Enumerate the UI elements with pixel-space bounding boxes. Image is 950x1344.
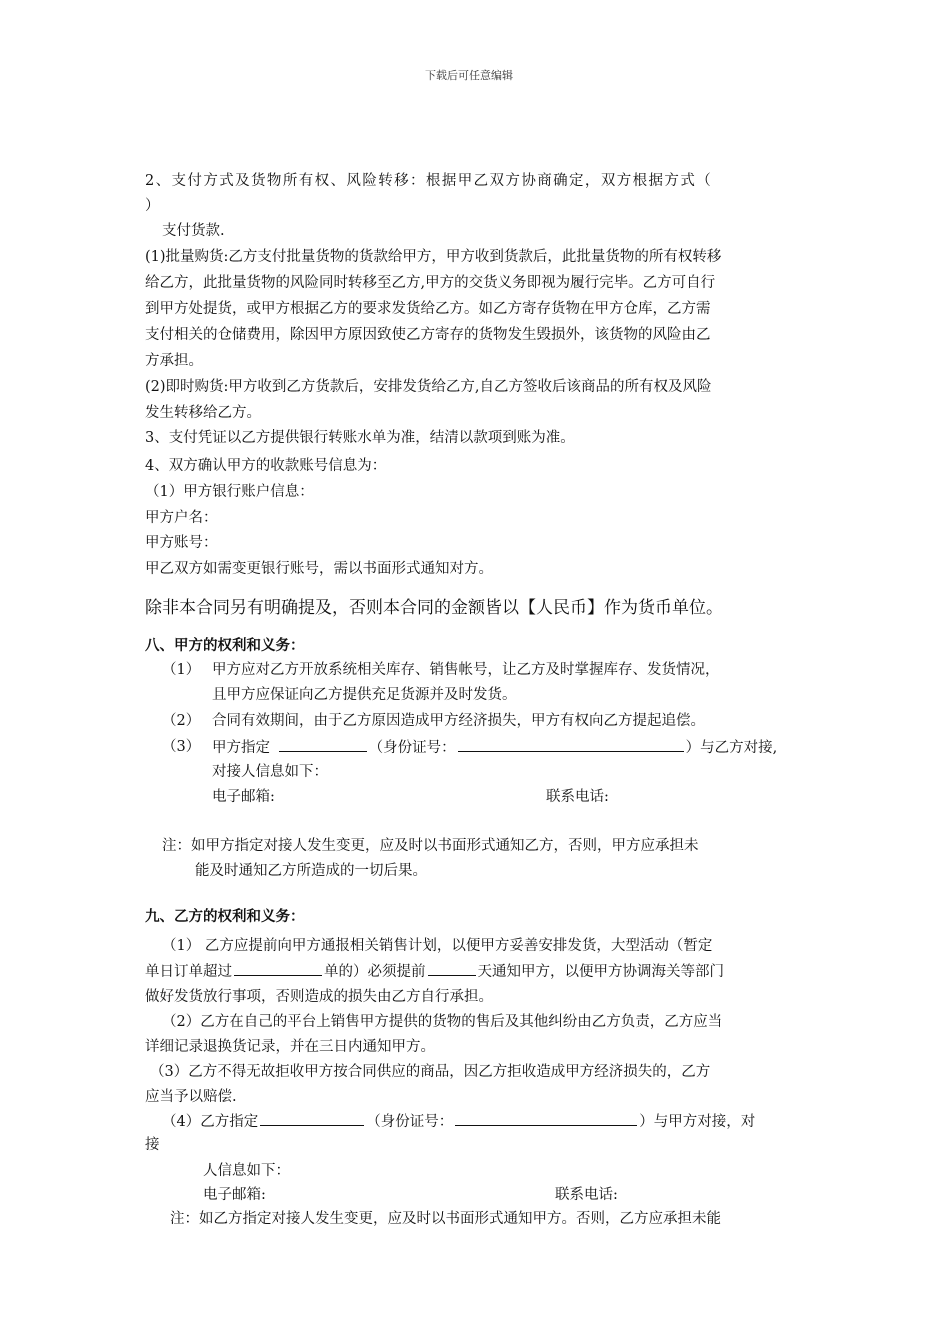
section9-item1-line2 <box>145 961 724 982</box>
section9-item3-line2: 应当予以赔偿. <box>145 1089 237 1105</box>
section9-item3-line1: （3）乙方不得无故拒收甲方按合同供应的商品，因乙方拒收造成甲方经济损失的，乙方 <box>150 1064 711 1080</box>
section8-item3-line1 <box>212 737 777 758</box>
section9-item1-line3: 做好发货放行事项，否则造成的损失由乙方自行承担。 <box>145 989 493 1005</box>
bulk-purchase-line5: 方承担。 <box>145 353 203 369</box>
party-b-id-number-field[interactable] <box>455 1111 637 1126</box>
bulk-purchase-line2: 给乙方，此批量货物的风险同时转移至乙方,甲方的交货义务即视为履行完毕。乙方可自行 <box>145 275 716 291</box>
section9-item2-line2: 详细记录退换货记录，并在三日内通知甲方。 <box>145 1039 435 1055</box>
party-b-docking-label: ）与甲方对接，对 <box>639 1114 756 1130</box>
account-change-notice: 甲乙双方如需变更银行账号，需以书面形式通知对方。 <box>145 561 493 577</box>
account-number-label: 甲方账号： <box>145 535 218 551</box>
party-b-email-label: 电子邮箱: <box>203 1187 266 1203</box>
advance-days-field[interactable] <box>428 961 476 976</box>
payment-voucher-clause: 3、支付凭证以乙方提供银行转账水单为准，结清以款项到账为准。 <box>145 430 575 446</box>
section8-item1-number: （1） <box>162 662 201 678</box>
order-threshold-field[interactable] <box>234 961 322 976</box>
party-a-designate-label: 甲方指定 <box>212 740 270 756</box>
party-a-id-label: （身份证号： <box>368 740 456 756</box>
section8-title: 八、甲方的权利和义务： <box>145 637 305 654</box>
section8-note-line1: 注：如甲方指定对接人发生变更，应及时以书面形式通知乙方，否则，甲方应承担未 <box>162 838 699 854</box>
section8-item3-number: （3） <box>162 739 201 755</box>
payment-clause-line1: 2、支付方式及货物所有权、风险转移：根据甲乙双方协商确定，双方根据方式（ <box>145 173 713 189</box>
section9-item2-line1: （2）乙方在自己的平台上销售甲方提供的货物的售后及其他纠纷由乙方负责，乙方应当 <box>162 1014 723 1030</box>
section9-note-line1: 注：如乙方指定对接人发生变更，应及时以书面形式通知甲方。否则，乙方应承担未能 <box>170 1211 721 1227</box>
section8-item2-text: 合同有效期间，由于乙方原因造成甲方经济损失，甲方有权向乙方提起追偿。 <box>212 713 705 729</box>
section8-item1-line2: 且甲方应保证向乙方提供充足货源并及时发货。 <box>212 687 517 703</box>
bulk-purchase-line3: 到甲方处提货，或甲方根据乙方的要求发货给乙方。如乙方寄存货物在甲方仓库，乙方需 <box>145 301 711 317</box>
party-b-id-label: （身份证号： <box>366 1114 454 1130</box>
instant-purchase-line1: (2)即时购货:甲方收到乙方货款后，安排发货给乙方,自乙方签收后该商品的所有权及风险 <box>145 379 712 395</box>
party-b-designate-label: （4）乙方指定 <box>162 1114 259 1130</box>
party-b-phone-label: 联系电话: <box>555 1187 618 1203</box>
section8-item1-line1: 甲方应对乙方开放系统相关库存、销售帐号，让乙方及时掌握库存、发货情况， <box>212 662 720 678</box>
section9-item4-line1 <box>162 1111 755 1132</box>
page-header: 下载后可任意编辑 <box>425 69 513 82</box>
section9-contact-info-label: 人信息如下： <box>203 1163 290 1179</box>
account-confirm-clause: 4、双方确认甲方的收款账号信息为： <box>145 458 387 474</box>
customs-coordination-label: 天通知甲方，以便甲方协调海关等部门 <box>477 964 724 980</box>
advance-notice-label: 单的）必须提前 <box>324 964 426 980</box>
section8-contact-info-label: 对接人信息如下： <box>212 764 328 780</box>
order-threshold-label: 单日订单超过 <box>145 964 232 980</box>
party-a-contact-name-field[interactable] <box>279 737 367 752</box>
account-name-label: 甲方户名： <box>145 510 218 526</box>
bulk-purchase-line1: (1)批量购货:乙方支付批量货物的货款给甲方，甲方收到货款后，此批量货物的所有权转移 <box>145 249 722 265</box>
instant-purchase-line2: 发生转移给乙方。 <box>145 405 261 421</box>
section8-item2-number: （2） <box>162 713 201 729</box>
section8-note-line2: 能及时通知乙方所造成的一切后果。 <box>195 863 427 879</box>
section9-item4-line2: 接 <box>145 1137 160 1153</box>
party-a-docking-label: ）与乙方对接, <box>685 740 778 756</box>
party-a-phone-label: 联系电话: <box>546 789 609 805</box>
party-b-contact-name-field[interactable] <box>260 1111 364 1126</box>
bank-info-title: （1）甲方银行账户信息： <box>145 484 314 500</box>
section9-title: 九、乙方的权利和义务： <box>145 908 305 925</box>
bulk-purchase-line4: 支付相关的仓储费用，除因甲方原因致使乙方寄存的货物发生毁损外，该货物的风险由乙 <box>145 327 711 343</box>
payment-clause-line2: ） <box>145 198 160 214</box>
party-a-id-number-field[interactable] <box>458 737 684 752</box>
currency-clause: 除非本合同另有明确提及，否则本合同的金额皆以【人民币】作为货币单位。 <box>145 598 723 618</box>
section9-item1-line1: （1） 乙方应提前向甲方通报相关销售计划，以便甲方妥善安排发货，大型活动（暂定 <box>162 938 713 954</box>
party-a-email-label: 电子邮箱: <box>212 789 275 805</box>
payment-clause-line3: 支付货款. <box>162 223 225 239</box>
